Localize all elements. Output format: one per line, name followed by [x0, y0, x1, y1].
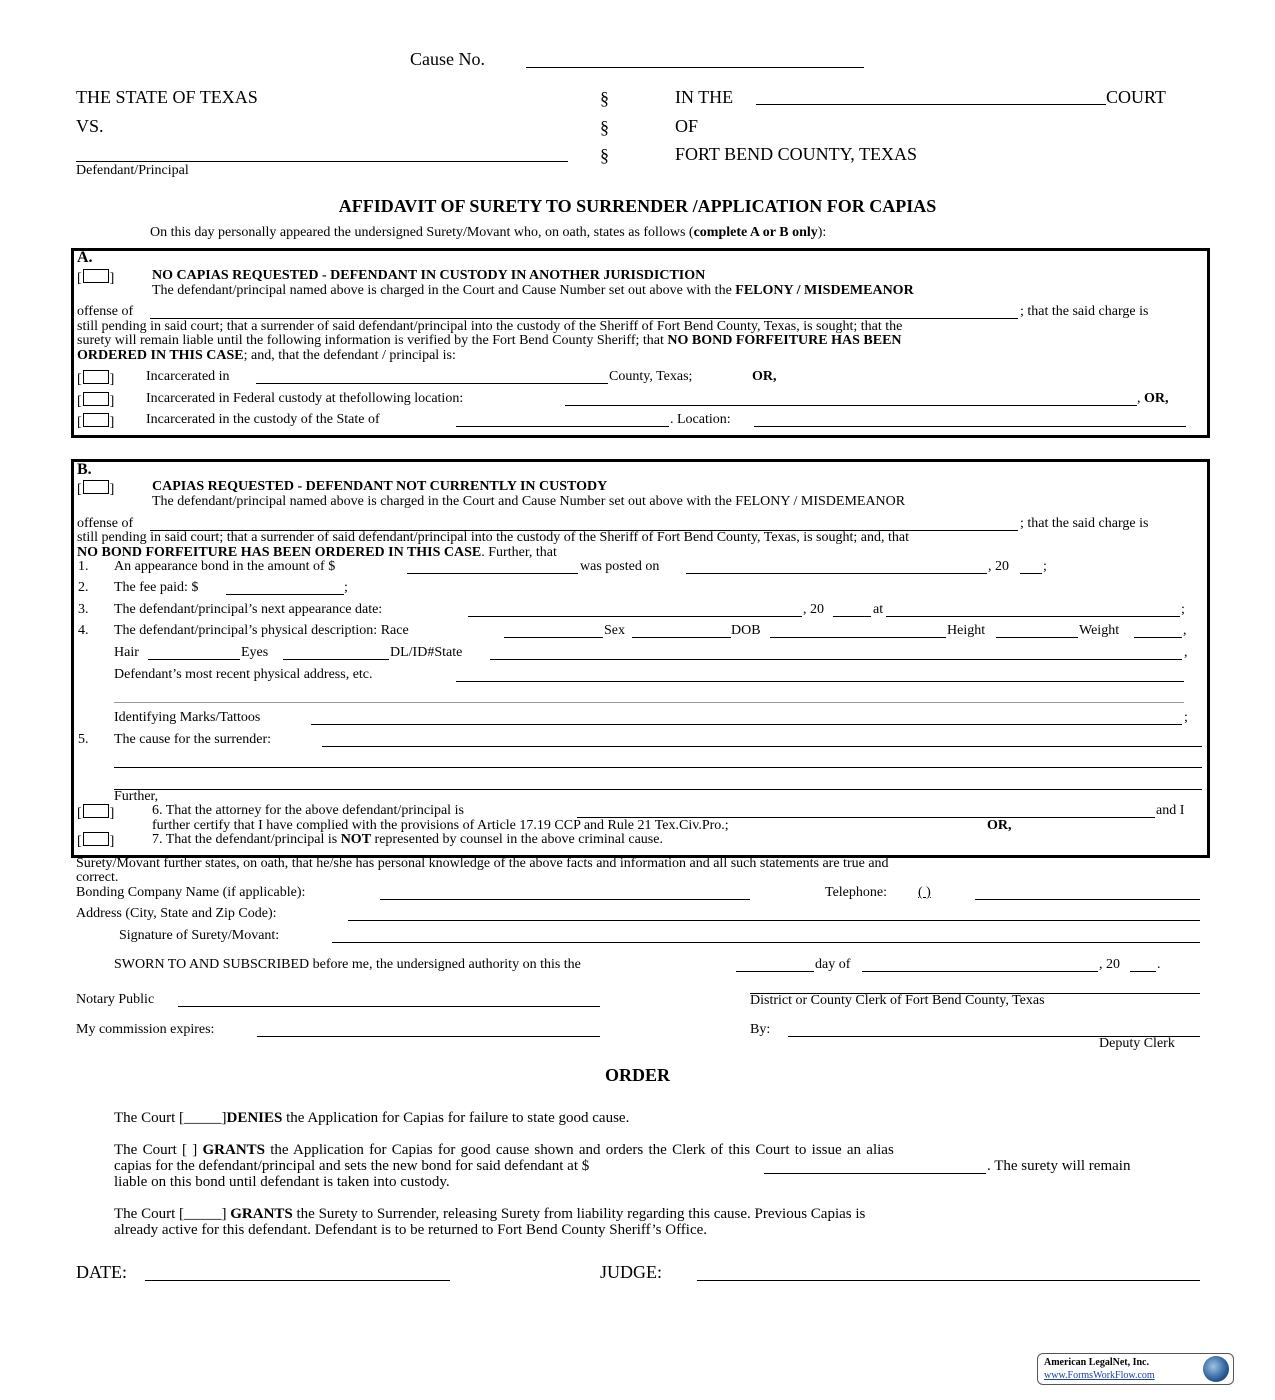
item-number: 3.	[78, 602, 89, 617]
by-label: By:	[750, 1022, 771, 1037]
cause-surrender-field[interactable]	[322, 746, 1202, 747]
company-url[interactable]: www.FormsWorkFlow.com	[1044, 1370, 1155, 1381]
fee-paid-label: The fee paid: $	[114, 580, 199, 595]
federal-location-field[interactable]	[565, 405, 1137, 406]
section-b-pending: ; that the said charge is	[1020, 516, 1149, 531]
address-city-label: Address (City, State and Zip Code):	[76, 906, 277, 921]
section-a-letter: A.	[77, 249, 93, 266]
address-city-field[interactable]	[348, 920, 1200, 921]
surety-statement-2: correct.	[76, 870, 119, 885]
incarcerated-county-field[interactable]	[256, 383, 608, 384]
county-label: FORT BEND COUNTY, TEXAS	[675, 144, 917, 164]
court-label: COURT	[1106, 87, 1166, 107]
order-denies: The Court [_____]DENIES the Application for Capias for failure to state good cause.	[114, 1110, 630, 1126]
address-field[interactable]	[456, 681, 1184, 682]
address-label: Defendant’s most recent physical address, etc.	[114, 667, 373, 682]
cause-no-label: Cause No.	[410, 49, 485, 69]
certify-text: further certify that I have complied with the provisions of Article 17.19 CCP and Rule 21 Tex.Civ.Pro.;	[152, 818, 729, 833]
attorney-label: 6. That the attorney for the above defendant/principal is	[152, 803, 464, 818]
dl-id-label: DL/ID#State	[390, 645, 463, 660]
semicolon: ;	[1181, 602, 1185, 617]
appearance-time-field[interactable]	[886, 616, 1180, 617]
order-grants-capias-3: liable on this bond until defendant is taken into custody.	[114, 1174, 450, 1190]
section-b-offense-label: offense of	[77, 516, 134, 531]
and-i-label: and I	[1156, 803, 1185, 818]
judge-field[interactable]	[697, 1280, 1200, 1281]
year-prefix: , 20	[988, 559, 1009, 574]
section-a-heading: NO CAPIAS REQUESTED - DEFENDANT IN CUSTODY IN ANOTHER JURISDICTION	[152, 268, 706, 283]
bonding-company-label: Bonding Company Name (if applicable):	[76, 885, 306, 900]
marks-label: Identifying Marks/Tattoos	[114, 710, 261, 725]
section-b-para1: still pending in said court; that a surrender of said defendant/principal into the custody of the Sheriff of Fort Bend County, Texas, is sought; and, that	[77, 530, 909, 545]
eyes-label: Eyes	[241, 645, 269, 660]
dob-field[interactable]	[770, 637, 946, 638]
year-prefix: , 20	[803, 602, 824, 617]
fee-paid-field[interactable]	[226, 594, 344, 595]
semicolon: ;	[1184, 710, 1188, 725]
section-b-para2: NO BOND FORFEITURE HAS BEEN ORDERED IN THIS CASE. Further, that	[77, 545, 557, 560]
address-field-2[interactable]	[114, 702, 1184, 703]
sworn-day-field[interactable]	[736, 971, 814, 972]
of-label: OF	[675, 116, 699, 136]
item-number: 5.	[78, 732, 89, 747]
surety-statement: Surety/Movant further states, on oath, that he/she has personal knowledge of the above facts and information and all such statements are true and	[76, 856, 889, 871]
sex-label: Sex	[604, 623, 625, 638]
section-a-para3: ORDERED IN THIS CASE; and, that the defendant / principal is:	[77, 348, 456, 363]
year-prefix: , 20	[1099, 957, 1120, 972]
federal-custody-label: Incarcerated in Federal custody at thefollowing location:	[146, 391, 464, 406]
commission-field[interactable]	[257, 1036, 600, 1037]
appearance-date-label: The defendant/principal’s next appearance date:	[114, 602, 383, 617]
signature-label: Signature of Surety/Movant:	[119, 928, 280, 943]
judge-label: JUDGE:	[600, 1262, 662, 1282]
section-a-offense-label: offense of	[77, 304, 134, 319]
incarcerated-county-checkbox[interactable]: [ ]	[77, 372, 115, 387]
company-logo	[1037, 1353, 1234, 1385]
order-grants-surrender: The Court [_____] GRANTS the Surety to Surrender, releasing Surety from liability regarding this cause. Previous Capias is	[114, 1206, 866, 1222]
at-label: at	[873, 602, 884, 617]
telephone-label: Telephone:	[825, 885, 887, 900]
date-field[interactable]	[145, 1280, 450, 1281]
order-grants-capias-2b: . The surety will remain	[987, 1158, 1131, 1174]
state-custody-label: Incarcerated in the custody of the State of	[146, 412, 380, 427]
posted-year-field[interactable]	[1020, 573, 1042, 574]
clerk-label: District or County Clerk of Fort Bend County, Texas	[750, 993, 1045, 1008]
item-number: 4.	[78, 623, 89, 638]
section-b-checkbox[interactable]: [ ]	[77, 482, 115, 497]
notary-label: Notary Public	[76, 992, 155, 1007]
semicolon: ;	[344, 580, 348, 595]
appearance-date-field[interactable]	[468, 616, 802, 617]
comma: ,	[1183, 623, 1187, 638]
period: .	[1157, 957, 1161, 972]
section-b-heading: CAPIAS REQUESTED - DEFENDANT NOT CURRENTLY IN CUSTODY	[152, 479, 608, 494]
signature-field[interactable]	[332, 942, 1200, 943]
comma: ,	[1184, 645, 1188, 660]
or-label: OR,	[987, 818, 1012, 833]
section-a-para2: surety will remain liable until the following information is verified by the Fort Bend County Sheriff; that NO BOND FORFEITURE HAS BEEN	[77, 333, 902, 348]
weight-field[interactable]	[1134, 637, 1182, 638]
deputy-clerk-label: Deputy Clerk	[1099, 1036, 1175, 1051]
item-number: 2.	[78, 580, 89, 595]
section-a-para1: still pending in said court; that a surrender of said defendant/principal into the custody of the Sheriff of Fort Bend County, Texas, is sought; that the	[77, 319, 903, 334]
physical-description-label: The defendant/principal’s physical description: Race	[114, 623, 409, 638]
cause-no-field[interactable]	[526, 67, 864, 68]
item-number: 1.	[78, 559, 89, 574]
cause-surrender-field-3[interactable]	[114, 789, 1202, 790]
section-a-line1: The defendant/principal named above is charged in the Court and Cause Number set out above with the FELONY / MISDEMEANOR	[152, 283, 914, 298]
section-b-letter: B.	[77, 461, 92, 478]
hair-label: Hair	[114, 645, 139, 660]
bond-amount-label: An appearance bond in the amount of $	[114, 559, 336, 574]
posted-on-label: was posted on	[580, 559, 660, 574]
further-label: Further,	[114, 789, 159, 804]
telephone-field[interactable]	[975, 899, 1200, 900]
sex-field[interactable]	[632, 637, 731, 638]
dob-label: DOB	[731, 623, 761, 638]
bond-amount-field[interactable]	[407, 573, 578, 574]
section-mark: §	[600, 88, 609, 108]
federal-custody-checkbox[interactable]: [ ]	[77, 394, 115, 409]
race-field[interactable]	[504, 637, 603, 638]
form-title: AFFIDAVIT OF SURETY TO SURRENDER /APPLICATION FOR CAPIAS	[338, 196, 937, 216]
new-bond-field[interactable]	[764, 1173, 986, 1174]
marks-field[interactable]	[311, 724, 1182, 725]
state-name-field[interactable]	[456, 426, 669, 427]
commission-label: My commission expires:	[76, 1022, 215, 1037]
semicolon: ;	[1043, 559, 1047, 574]
intro-text: On this day personally appeared the undersigned Surety/Movant who, on oath, states as follows (complete A or B only):	[150, 225, 827, 240]
federal-or: , OR,	[1137, 391, 1169, 406]
order-grants-capias-2: capias for the defendant/principal and sets the new bond for said defendant at $	[114, 1158, 590, 1174]
state-custody-checkbox[interactable]: [ ]	[77, 415, 115, 430]
height-label: Height	[947, 623, 986, 638]
order-grants-capias: The Court [ ] GRANTS the Application for Capias for good cause shown and orders the Clerk of this Court to issue an alias	[114, 1142, 894, 1158]
weight-label: Weight	[1079, 623, 1120, 638]
court-name-field[interactable]	[756, 104, 1106, 105]
defendant-principal-label: Defendant/Principal	[76, 163, 189, 178]
section-b-line1: The defendant/principal named above is charged in the Court and Cause Number set out above with the FELONY / MISDEMEANOR	[152, 494, 906, 509]
state-of-texas: THE STATE OF TEXAS	[76, 87, 258, 107]
notary-field[interactable]	[178, 1006, 600, 1007]
section-mark: §	[600, 117, 609, 137]
sworn-month-field[interactable]	[862, 971, 1098, 972]
eyes-field[interactable]	[283, 659, 389, 660]
sworn-text: SWORN TO AND SUBSCRIBED before me, the undersigned authority on this the	[114, 957, 581, 972]
incarcerated-in-label: Incarcerated in	[146, 369, 230, 384]
state-location-field[interactable]	[754, 426, 1186, 427]
company-name: American LegalNet, Inc.	[1044, 1357, 1149, 1368]
posted-date-field[interactable]	[686, 573, 987, 574]
in-the-label: IN THE	[675, 87, 734, 107]
telephone-area-code[interactable]: ( )	[918, 885, 931, 900]
globe-icon	[1203, 1356, 1229, 1382]
appearance-year-field[interactable]	[833, 616, 871, 617]
order-title: ORDER	[604, 1065, 670, 1085]
day-of-label: day of	[815, 957, 851, 972]
no-counsel-text: 7. That the defendant/principal is NOT represented by counsel in the above criminal cause.	[152, 832, 663, 847]
no-counsel-checkbox[interactable]: [ ]	[77, 834, 115, 849]
attorney-checkbox[interactable]: [ ]	[77, 806, 115, 821]
height-field[interactable]	[996, 637, 1078, 638]
location-label: . Location:	[670, 412, 731, 427]
section-mark: §	[600, 145, 609, 165]
county-texas-label: County, Texas;	[609, 369, 693, 384]
or-label: OR,	[752, 369, 777, 384]
vs-label: VS.	[76, 116, 104, 136]
date-label: DATE:	[76, 1262, 127, 1282]
section-a-checkbox[interactable]: [ ]	[77, 271, 115, 286]
hair-field[interactable]	[148, 659, 240, 660]
dl-id-field[interactable]	[490, 659, 1182, 660]
order-grants-surrender-2: already active for this defendant. Defendant is to be returned to Fort Bend County Sheriff’s Office.	[114, 1222, 708, 1238]
bonding-company-field[interactable]	[380, 899, 750, 900]
cause-surrender-field-2[interactable]	[114, 767, 1202, 768]
section-a-pending: ; that the said charge is	[1020, 304, 1149, 319]
sworn-year-field[interactable]	[1130, 971, 1156, 972]
cause-surrender-label: The cause for the surrender:	[114, 732, 272, 747]
defendant-field[interactable]	[76, 161, 568, 162]
